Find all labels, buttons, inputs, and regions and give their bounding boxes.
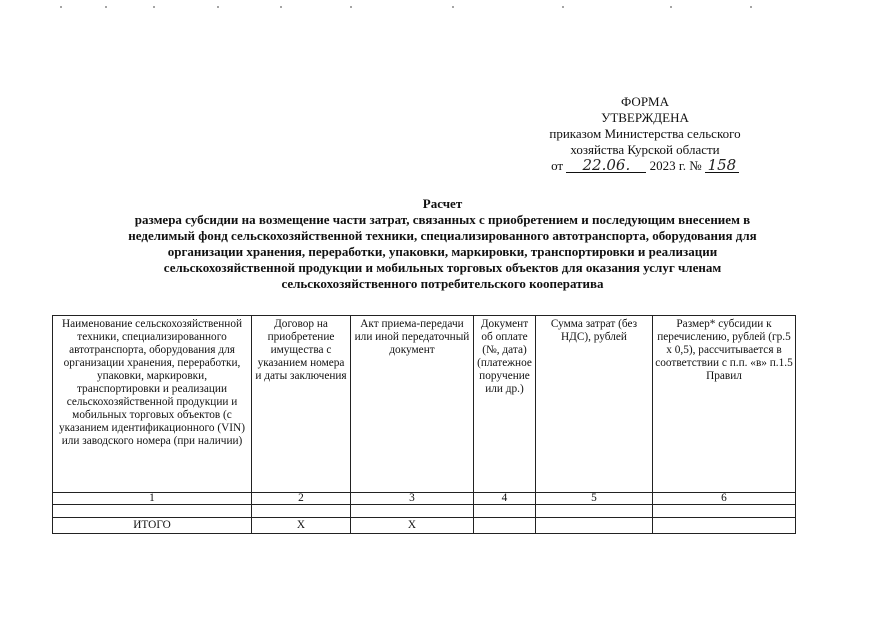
total-row xyxy=(53,518,796,534)
column-number: 6 xyxy=(653,493,796,505)
from-prefix: от xyxy=(551,158,564,173)
header-contract: Договор на приобретение имущества с указанием номера и даты заключения xyxy=(252,316,351,493)
form-label: ФОРМА xyxy=(621,94,669,109)
header-cost-sum: Сумма затрат (без НДС), рублей xyxy=(536,316,653,493)
approved-label: УТВЕРЖДЕНА xyxy=(601,110,689,125)
order-year-text: 2023 г. № xyxy=(649,158,702,173)
total-cell xyxy=(474,518,536,534)
table-cell xyxy=(53,505,252,518)
header-payment-document: Документ об оплате (№, дата) (платежное поручение или др.) xyxy=(474,316,536,493)
total-label: ИТОГО xyxy=(53,518,252,534)
title-line-6: сельскохозяйственного потребительского кооператива xyxy=(281,276,604,291)
column-number: 5 xyxy=(536,493,653,505)
title-line-1: Расчет xyxy=(422,196,463,211)
title-line-3: неделимый фонд сельскохозяйственной техники, специализированного автотранспорта, оборудования для xyxy=(128,228,757,243)
header-transfer-act: Акт приема-передачи или иной передаточный документ xyxy=(351,316,474,493)
column-number: 2 xyxy=(252,493,351,505)
approval-line-2: хозяйства Курской области xyxy=(570,142,720,157)
header-equipment-name: Наименование сельскохозяйственной техники, специализированного автотранспорта, оборудования для организации хранения, переработки, упаковки, маркировки, транспортировки и реализации сельскохозяйственной продукции и мобильных торговых объектов (с указанием идентификационного (VIN) или заводского номера (при наличии) xyxy=(53,316,252,493)
column-number: 4 xyxy=(474,493,536,505)
total-cell xyxy=(536,518,653,534)
column-number: 1 xyxy=(53,493,252,505)
order-date-number-line xyxy=(470,158,820,174)
table-cell xyxy=(653,505,796,518)
order-date-handwritten: 22.06. xyxy=(566,159,646,173)
document-title xyxy=(75,196,810,292)
table-cell xyxy=(474,505,536,518)
title-line-2: размера субсидии на возмещение части затрат, связанных с приобретением и последующим внесением в xyxy=(134,212,751,227)
title-line-5: сельскохозяйственной продукции и мобильных торговых объектов для оказания услуг членам xyxy=(163,260,722,275)
header-subsidy-amount: Размер* субсидии к перечислению, рублей (гр.5 х 0,5), рассчитывается в соответствии с п.п. «в» п.1.5 Правил xyxy=(653,316,796,493)
table-row xyxy=(53,505,796,518)
title-line-4: организации хранения, переработки, упаковки, маркировки, транспортировки и реализации xyxy=(167,244,718,259)
table-cell xyxy=(351,505,474,518)
approval-line-1: приказом Министерства сельского xyxy=(549,126,741,141)
order-number-handwritten: 158 xyxy=(705,159,739,173)
total-cell xyxy=(653,518,796,534)
scan-artifact-dots xyxy=(60,6,760,10)
column-number: 3 xyxy=(351,493,474,505)
total-cell: Х xyxy=(351,518,474,534)
column-number-row xyxy=(53,493,796,505)
table-cell xyxy=(536,505,653,518)
subsidy-calculation-table xyxy=(52,315,796,534)
table-header-row xyxy=(53,316,796,493)
total-cell: Х xyxy=(252,518,351,534)
table-cell xyxy=(252,505,351,518)
approval-block xyxy=(470,94,820,174)
